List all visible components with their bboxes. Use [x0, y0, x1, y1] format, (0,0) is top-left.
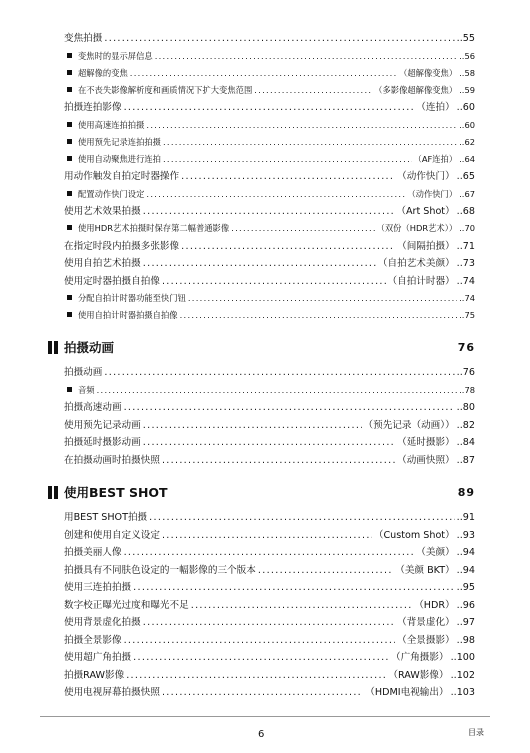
chapter-heading[interactable] — [48, 334, 475, 360]
chapter-heading[interactable] — [48, 479, 475, 505]
toc-entry-label: 拍摄具有不同肤色设定的一幅影像的三个版本 — [64, 564, 256, 576]
page-dots: .. — [456, 617, 463, 629]
toc-entry-label: 使用超广角拍摄 — [64, 652, 132, 664]
toc-entry-page — [459, 307, 475, 324]
dot-leader — [133, 649, 389, 667]
page-number: 103 — [456, 687, 475, 699]
page-dots: .. — [459, 310, 465, 321]
toc-entry-label: 拍摄延时摄影动画 — [64, 437, 141, 449]
page-number: 76 — [462, 367, 475, 379]
dot-leader — [191, 597, 412, 615]
page-number: 95 — [462, 582, 475, 594]
toc-entry-note: （RAW影像） — [388, 669, 449, 681]
toc-entry-label: 使用电视屏幕拍摄快照 — [64, 687, 160, 699]
dot-leader — [124, 99, 415, 117]
chapter-marker-icon — [54, 486, 58, 499]
dot-leader — [181, 168, 395, 186]
toc-entry-note: （双份（HDR艺术）） — [376, 223, 458, 234]
toc-entry-page — [451, 684, 475, 702]
dot-leader — [162, 527, 372, 545]
toc-entry-label: 在拍摄动画时拍摄快照 — [64, 454, 160, 466]
toc-entry-page — [459, 382, 475, 399]
toc-subentry[interactable] — [64, 290, 475, 307]
footer-page-number: 6 — [258, 729, 265, 740]
toc-entry-label: 分配自拍计时器功能至快门钮 — [78, 293, 186, 303]
toc-entry-page — [457, 417, 475, 435]
toc-entry-note: （间隔拍摄） — [397, 240, 455, 252]
toc-entry[interactable] — [64, 579, 475, 597]
dot-leader — [143, 614, 395, 632]
dot-leader — [124, 544, 415, 562]
toc-entry-page — [459, 186, 475, 203]
toc-entry-label: 拍摄动画 — [64, 367, 103, 379]
toc-entry-label: 使用三连拍拍摄 — [64, 582, 132, 594]
toc-entry-page — [451, 667, 475, 685]
square-bullet-icon — [67, 295, 72, 300]
toc-entry-label: 数字校正曝光过度和曝光不足 — [64, 599, 189, 611]
toc-entry-label: 使用预先记录连拍拍摄 — [78, 136, 161, 147]
dot-leader — [143, 434, 395, 452]
toc-entry-label: 创建和使用自定义设定 — [64, 529, 160, 541]
page-number: 58 — [464, 67, 475, 78]
page-number: 94 — [462, 547, 475, 559]
page-dots: .. — [456, 33, 463, 44]
page-number: 74 — [462, 275, 475, 287]
page-dots: .. — [456, 599, 463, 611]
toc-entry-label: 使用艺术效果拍摄 — [64, 205, 141, 217]
dot-leader — [254, 82, 372, 99]
toc-entry[interactable] — [64, 684, 475, 702]
page-number: 60 — [464, 119, 475, 130]
toc-entry-note: （多影像超解像变焦） — [374, 84, 458, 95]
dot-leader — [133, 579, 455, 597]
dot-leader — [162, 684, 363, 702]
square-bullet-icon — [67, 387, 72, 392]
toc-entry-label: 用动作触发自拍定时器操作 — [64, 171, 180, 183]
page-number: 75 — [464, 310, 475, 321]
dot-leader — [124, 632, 396, 650]
toc-subentry[interactable] — [64, 151, 475, 168]
toc-entry-page — [459, 220, 475, 237]
chapter-title: 使用BEST SHOT — [64, 485, 168, 501]
page-number: 97 — [462, 617, 475, 629]
toc-entry-page — [457, 203, 475, 221]
toc-entry-note: （HDMI电视输出） — [365, 687, 449, 699]
toc-entry-note: （AF连拍） — [413, 153, 458, 164]
dot-leader — [163, 134, 457, 151]
page-dots: .. — [459, 119, 465, 130]
toc-entry-label: 在不丧失影像解析度和画质情况下扩大变焦范围 — [78, 84, 253, 95]
toc-subentry[interactable] — [64, 48, 475, 65]
page-number: 64 — [464, 153, 475, 164]
chapter-title: 拍摄动画 — [64, 340, 115, 356]
chapter-page-number: 89 — [457, 485, 475, 499]
page-dots: .. — [459, 188, 465, 199]
dot-leader — [162, 452, 395, 470]
square-bullet-icon — [67, 70, 72, 75]
toc-entry-label: 使用自拍计时器拍摄自拍像 — [78, 310, 178, 321]
page-number: 62 — [464, 136, 475, 147]
toc-entry-note: （广角摄影） — [391, 652, 449, 664]
toc-entry[interactable] — [64, 632, 475, 650]
toc-entry-page — [451, 649, 475, 667]
page-dots: .. — [456, 367, 463, 379]
toc-entry-label: 拍摄RAW影像 — [64, 669, 125, 681]
toc-entry[interactable] — [64, 203, 475, 221]
dot-leader — [180, 307, 458, 324]
dot-leader — [143, 203, 395, 221]
toc-entry-label: 在指定时段内拍摄多张影像 — [64, 240, 180, 252]
table-of-contents — [64, 30, 475, 702]
toc-entry-label: 用BEST SHOT拍摄 — [64, 512, 148, 524]
dot-leader — [149, 509, 455, 527]
toc-entry-note: （自拍计时器） — [387, 275, 455, 287]
toc-entry-page — [457, 399, 475, 417]
toc-entry-label: 使用定时器拍摄自拍像 — [64, 275, 160, 287]
toc-entry[interactable] — [64, 667, 475, 685]
toc-entry-page — [457, 562, 475, 580]
toc-entry-page — [457, 238, 475, 256]
dot-leader — [231, 220, 374, 237]
dot-leader — [126, 667, 386, 685]
footer-divider — [40, 716, 490, 717]
toc-entry-page — [459, 117, 475, 134]
page-dots: .. — [459, 153, 465, 164]
page-number: 71 — [462, 240, 475, 252]
toc-entry-note: （连拍） — [416, 102, 455, 114]
toc-entry-label: 拍摄全景影像 — [64, 634, 122, 646]
dot-leader — [97, 382, 458, 399]
square-bullet-icon — [67, 122, 72, 127]
toc-entry-label: 变焦时的显示屏信息 — [78, 50, 153, 61]
page-dots: .. — [456, 564, 463, 576]
page-number: 96 — [462, 599, 475, 611]
dot-leader — [143, 417, 362, 435]
toc-entry[interactable] — [64, 255, 475, 273]
square-bullet-icon — [67, 191, 72, 196]
toc-entry-note: （动作快门） — [407, 188, 458, 199]
toc-entry[interactable] — [64, 614, 475, 632]
page-dots: .. — [459, 223, 465, 234]
toc-entry[interactable] — [64, 99, 475, 117]
toc-entry[interactable] — [64, 417, 475, 435]
page-dots: .. — [450, 669, 457, 681]
toc-subentry[interactable] — [64, 186, 475, 203]
toc-entry-page — [459, 151, 475, 168]
toc-entry-page — [457, 30, 475, 48]
page-dots: .. — [459, 67, 465, 78]
page-dots: .. — [456, 171, 463, 183]
toc-entry-note: （全景摄影） — [397, 634, 455, 646]
page-dots: .. — [459, 84, 465, 95]
page-dots: .. — [456, 582, 463, 594]
page-dots: .. — [456, 529, 463, 541]
chapter-page-number: 76 — [457, 340, 475, 354]
toc-entry-label: 使用自拍艺术拍摄 — [64, 258, 141, 269]
page-dots: .. — [459, 293, 465, 303]
dot-leader — [181, 238, 395, 256]
toc-entry[interactable] — [64, 562, 475, 580]
chapter-marker-icon — [48, 341, 52, 354]
square-bullet-icon — [67, 312, 72, 317]
toc-entry-page — [457, 632, 475, 650]
toc-entry[interactable] — [64, 527, 475, 545]
toc-entry-note: （美颜） — [416, 547, 455, 559]
dot-leader — [163, 151, 412, 168]
dot-leader — [162, 273, 386, 291]
page-number: 100 — [456, 652, 475, 664]
toc-entry-label: 使用HDR艺术拍摄时保存第二幅普通影像 — [78, 223, 230, 234]
toc-subentry[interactable] — [64, 117, 475, 134]
toc-subentry[interactable] — [64, 65, 475, 82]
page-dots: .. — [456, 102, 463, 114]
dot-leader — [104, 364, 454, 382]
page-dots: .. — [456, 437, 463, 449]
page-number: 91 — [462, 512, 475, 524]
dot-leader — [143, 255, 376, 273]
toc-entry[interactable] — [64, 649, 475, 667]
dot-leader — [104, 30, 454, 48]
toc-entry[interactable] — [64, 168, 475, 186]
toc-subentry[interactable] — [64, 134, 475, 151]
chapter-marker-icon — [48, 486, 52, 499]
dot-leader — [155, 48, 457, 65]
dot-leader — [258, 562, 393, 580]
page-number: 84 — [462, 437, 475, 449]
toc-entry-label: 拍摄高速动画 — [64, 402, 122, 414]
page-number: 94 — [462, 564, 475, 576]
toc-entry-label: 使用背景虚化拍摄 — [64, 617, 141, 629]
toc-entry-note: （Art Shot） — [396, 205, 455, 217]
toc-entry-note: （预先记录（动画）） — [363, 419, 455, 431]
page-dots: .. — [459, 136, 465, 147]
page-dots: .. — [456, 419, 463, 431]
dot-leader — [130, 65, 397, 82]
page-number: 74 — [464, 293, 475, 303]
toc-entry-label: 拍摄美丽人像 — [64, 547, 122, 559]
toc-entry-label: 使用自动聚焦进行连拍 — [78, 153, 161, 164]
page-number: 56 — [464, 50, 475, 61]
toc-subentry[interactable] — [64, 82, 475, 99]
square-bullet-icon — [67, 53, 72, 58]
page-number: 98 — [462, 634, 475, 646]
toc-entry-page — [457, 544, 475, 562]
dot-leader — [146, 186, 405, 203]
page-number: 73 — [462, 258, 475, 269]
toc-entry-page — [459, 82, 475, 99]
chapter-heading-left — [48, 338, 114, 356]
page-number: 70 — [464, 223, 475, 234]
page-number: 60 — [462, 102, 475, 114]
toc-entry-note: （Custom Shot） — [373, 529, 455, 541]
toc-entry[interactable] — [64, 273, 475, 291]
footer-section-label: 目录 — [468, 728, 484, 737]
page-dots: .. — [450, 687, 457, 699]
toc-entry-page — [457, 434, 475, 452]
toc-entry[interactable] — [64, 364, 475, 382]
toc-entry-page — [459, 48, 475, 65]
toc-entry[interactable] — [64, 30, 475, 48]
page-dots: .. — [456, 634, 463, 646]
page-number: 82 — [462, 419, 475, 431]
page-number: 102 — [456, 669, 475, 681]
toc-subentry[interactable] — [64, 220, 475, 237]
toc-entry-note: （动作快门） — [397, 171, 455, 183]
toc-entry-note: （HDR） — [414, 599, 455, 611]
toc-entry-page — [457, 168, 475, 186]
page-dots: .. — [456, 512, 463, 524]
page-number: 59 — [464, 84, 475, 95]
toc-entry-page — [457, 527, 475, 545]
page-dots: .. — [459, 50, 465, 61]
page-dots: .. — [456, 275, 463, 287]
toc-entry-page — [457, 364, 475, 382]
toc-entry-note: （动画快照） — [397, 454, 455, 466]
toc-entry-page — [457, 579, 475, 597]
page-dots: .. — [450, 652, 457, 664]
page-number: 55 — [462, 33, 475, 44]
toc-entry[interactable] — [64, 452, 475, 470]
page-dots: .. — [459, 384, 465, 395]
toc-entry[interactable] — [64, 597, 475, 615]
toc-entry-page — [457, 614, 475, 632]
toc-entry-note: （背景虚化） — [397, 617, 455, 629]
toc-entry-label: 变焦拍摄 — [64, 33, 103, 44]
page-number: 65 — [462, 171, 475, 183]
toc-entry[interactable] — [64, 434, 475, 452]
page-number: 67 — [464, 188, 475, 199]
chapter-heading-left — [48, 483, 168, 501]
toc-entry-page — [457, 597, 475, 615]
toc-entry-page — [457, 255, 475, 273]
page-dots: .. — [456, 402, 463, 414]
toc-entry-note: （延时摄影） — [397, 437, 455, 449]
square-bullet-icon — [67, 156, 72, 161]
toc-entry-note: （超解像变焦） — [399, 67, 458, 78]
toc-entry-note: （自拍艺术美颜） — [377, 258, 455, 269]
page-number: 68 — [462, 205, 475, 217]
toc-entry-page — [457, 273, 475, 291]
page-dots: .. — [456, 205, 463, 217]
toc-entry[interactable] — [64, 399, 475, 417]
toc-entry-label: 拍摄连拍影像 — [64, 102, 122, 114]
square-bullet-icon — [67, 139, 72, 144]
page-number: 80 — [462, 402, 475, 414]
dot-leader — [124, 399, 455, 417]
toc-entry-page — [457, 509, 475, 527]
toc-entry[interactable] — [64, 238, 475, 256]
toc-subentry[interactable] — [64, 382, 475, 399]
toc-entry-page — [459, 134, 475, 151]
toc-entry-label: 使用预先记录动画 — [64, 419, 141, 431]
toc-subentry[interactable] — [64, 307, 475, 324]
dot-leader — [188, 290, 457, 307]
toc-entry-page — [457, 99, 475, 117]
page-number: 93 — [462, 529, 475, 541]
page-dots: .. — [456, 547, 463, 559]
page-dots: .. — [456, 258, 463, 269]
square-bullet-icon — [67, 87, 72, 92]
toc-entry-label: 配置动作快门设定 — [78, 188, 145, 199]
dot-leader — [146, 117, 457, 134]
page-dots: .. — [456, 240, 463, 252]
toc-entry-label: 音频 — [78, 384, 95, 395]
toc-entry-page — [457, 452, 475, 470]
toc-entry[interactable] — [64, 544, 475, 562]
toc-entry[interactable] — [64, 509, 475, 527]
page-number: 78 — [464, 384, 475, 395]
toc-entry-label: 超解像的变焦 — [78, 67, 128, 78]
chapter-marker-icon — [54, 341, 58, 354]
toc-entry-note: （美颜 BKT） — [395, 564, 455, 576]
page-dots: .. — [456, 454, 463, 466]
page-number: 87 — [462, 454, 475, 466]
toc-entry-label: 使用高速连拍拍摄 — [78, 119, 145, 130]
toc-entry-page — [459, 290, 475, 307]
square-bullet-icon — [67, 225, 72, 230]
toc-entry-page — [459, 65, 475, 82]
